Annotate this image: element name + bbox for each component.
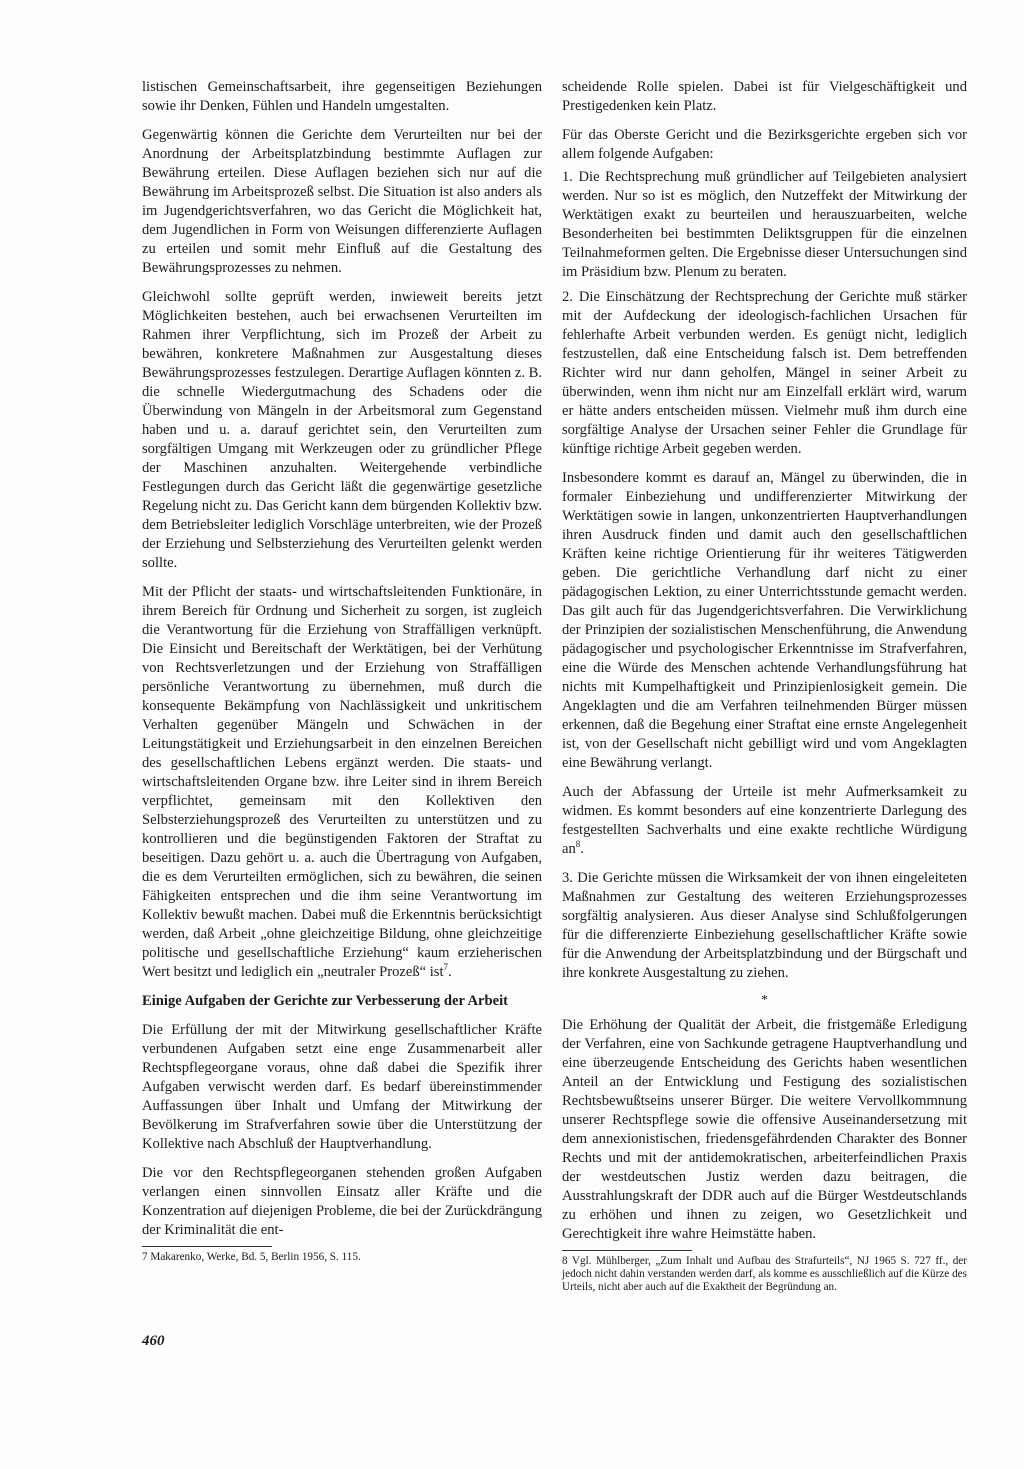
paragraph <box>142 583 542 982</box>
paragraph: Gleichwohl sollte geprüft werden, inwieweit bereits jetzt Möglichkeiten bestehen, auch bei erwachsenen Verurteilten im Rahmen ihrer Verpflichtung, sich im Prozeß der Arbeit zu bewähren, konkretere Maßnahmen zur Ausgestaltung dieses Bewährungsprozesses festzulegen. Derartige Auflagen könnten z. B. die schnelle Wiedergutmachung des Schadens oder die Überwindung von Mängeln in der Arbeitsmoral zum Gegenstand haben und u. a. darauf gerichtet sein, den Verurteilten zum sorgfältigen Umgang mit Werkzeugen oder zu gründlicher Pflege der Maschinen anzuhalten. Weitergehende verbindliche Festlegungen durch das Gericht läßt die gegenwärtige gesetzliche Regelung nicht zu. Das Gericht kann dem bürgenden Kollektiv bzw. dem Betriebsleiter lediglich Vorschläge unterbreiten, wie der Prozeß der Erziehung und Selbsterziehung des Verurteilten gelenkt werden sollte. <box>142 289 542 571</box>
paragraph: listischen Gemeinschaftsarbeit, ihre gegenseitigen Beziehungen sowie ihr Denken, Fühlen und Handeln umgestalten. <box>142 79 542 114</box>
paragraph-end: . <box>448 964 452 980</box>
numbered-item-1: 1. Die Rechtsprechung muß gründlicher auf Teilgebieten analysiert werden. Nur so ist es möglich, den Nutzeffekt der Mitwirkung der Werktätigen exakt zu beurteilen und herauszuarbeiten, welche Besonderheiten bei bestimmten Deliktsgruppen für die einzelnen Teilnahmeformen gelten. Die Ergebnisse dieser Untersuchungen sind im Präsidium bzw. Plenum zu beraten. <box>562 169 967 280</box>
paragraph-text: Auch der Abfassung der Urteile ist mehr Aufmerksamkeit zu widmen. Es kommt besonders auf eine konzentrierte Darlegung des festgestellten Sachverhalts und eine exakte rechtliche Würdigung an <box>562 784 967 857</box>
section-separator-star: * <box>761 993 768 1008</box>
paragraph: Gegenwärtig können die Gerichte dem Verurteilten nur bei der Anordnung der Arbeitsplatzbindung bestimmte Auflagen zur Bewährung erteilen. Diese Auflagen beziehen sich nur auf die Bewährung im Arbeitsprozeß selbst. Die Situation ist also anders als im Jugendgerichtsverfahren, wo das Gericht die Möglichkeit hat, dem Jugendlichen in Form von Weisungen differenzierte Auflagen zu erteilen und somit mehr Einfluß auf die Gestaltung des Bewährungsprozesses zu nehmen. <box>142 127 542 276</box>
paragraph: Die Erfüllung der mit der Mitwirkung gesellschaftlicher Kräfte verbundenen Aufgaben setzt eine enge Zusammenarbeit aller Rechtspflegeorgane voraus, ohne daß dabei die Spezifik ihrer Aufgaben verwischt werden darf. Es bedarf übereinstimmender Auffassungen über Inhalt und Umfang der Mitwirkung der Bevölkerung im Strafverfahren sowie über die Unterstützung der Kollektive nach Abschluß der Hauptverhandlung. <box>142 1022 542 1152</box>
numbered-item-2: 2. Die Einschätzung der Rechtsprechung der Gerichte muß stärker mit der Aufdeckung der ideologisch-fachlichen Ursachen für fehlerhafte Arbeit verbunden werden. Es genügt nicht, lediglich festzustellen, daß eine Entscheidung falsch ist. Dem betreffenden Richter wird nur dann geholfen, Mängel in seiner Arbeit zu überwinden, wenn ihm nicht nur am Einzelfall erklärt wird, warum er hätte anders entscheiden müssen. Vielmehr muß ihm durch eine sorgfältige Analyse der Ursachen seiner Fehler die Grundlage für künftige richtige Arbeit gegeben werden. <box>562 289 967 457</box>
paragraph: scheidende Rolle spielen. Dabei ist für Vielgeschäftigkeit und Prestigedenken kein Platz. <box>562 79 967 114</box>
paragraph: Für das Oberste Gericht und die Bezirksgerichte ergeben sich vor allem folgende Aufgaben: <box>562 127 967 162</box>
footnote-8: 8 Vgl. Mühlberger, „Zum Inhalt und Aufbau des Strafurteils“, NJ 1965 S. 727 ff., der jedoch nicht dahin verstanden werden darf, als komme es ausschließlich auf die Kürze des Urteils, nicht aber auch auf die Exaktheit der Begründung an. <box>562 1255 967 1293</box>
section-heading: Einige Aufgaben der Gerichte zur Verbesserung der Arbeit <box>142 993 509 1009</box>
right-column <box>562 78 967 1294</box>
footnote-ref[interactable]: 7 <box>443 962 449 973</box>
numbered-item-3: 3. Die Gerichte müssen die Wirksamkeit der von ihnen eingeleiteten Maßnahmen zur Gestaltung des weiteren Erziehungsprozesses sorgfältig analysieren. Aus dieser Analyse sind Schlußfolgerungen für die differenzierte Einbeziehung gesellschaftlicher Kräfte sowie für die Anwendung der Arbeitsplatzbindung und der Bürgschaft und ihre konkrete Ausgestaltung zu ziehen. <box>562 870 967 981</box>
page-number: 460 <box>142 1333 165 1349</box>
footnote-7: 7 Makarenko, Werke, Bd. 5, Berlin 1956, S. 115. <box>142 1251 361 1263</box>
paragraph: Die vor den Rechtspflegeorganen stehenden großen Aufgaben verlangen einen sinnvollen Einsatz aller Kräfte und die Konzentration auf diejenigen Probleme, die bei der Zurückdrängung der Kriminalität die ent- <box>142 1165 542 1238</box>
paragraph: Die Erhöhung der Qualität der Arbeit, die fristgemäße Erledigung der Verfahren, eine von Sachkunde getragene Hauptverhandlung und eine überzeugende Entscheidung des Gerichts haben wesentlichen Anteil an der Entwicklung und Festigung des sozialistischen Rechtsbewußtseins unserer Bürger. Die weitere Vervollkommnung unserer Rechtspflege sowie die offensive Auseinandersetzung mit dem annexionistischen, friedensgefährdenden Charakter des Bonner Rechts und mit der antidemokratischen, arbeiterfeindlichen Praxis der westdeutschen Justiz werden dazu beitragen, die Ausstrahlungskraft der DDR auch auf die Bürger Westdeutschlands zu erhöhen und ihnen zu zeigen, wo Gesetzlichkeit und Gerechtigkeit ihre wahre Heimstätte haben. <box>562 1017 967 1242</box>
paragraph-end: . <box>580 841 584 857</box>
footnote-divider <box>562 1250 692 1251</box>
footnote-ref[interactable]: 8 <box>575 839 581 850</box>
footnote-divider <box>142 1246 272 1247</box>
paragraph: Insbesondere kommt es darauf an, Mängel zu überwinden, die in formaler Einbeziehung und undifferenzierter Mitwirkung der Werktätigen sowie in langen, unkonzentrierten Hauptverhandlungen ihren Ausdruck finden und damit auch den gesellschaftlichen Kräften keine richtige Orientierung für ihr weiteres Tätigwerden geben. Die gerichtliche Verhandlung darf nicht zu einer pädagogischen Lektion, zu einer Unterrichtsstunde gemacht werden. Das gilt auch für das Jugendgerichtsverfahren. Die Verwirklichung der Prinzipien der sozialistischen Menschenführung, die Anwendung pädagogischer und psychologischer Erkenntnisse im Strafverfahren, eine die Würde des Menschen achtende Verhandlungsführung hat nichts mit Kumpelhaftigkeit und Prinzipienlosigkeit gemein. Die Angeklagten und die am Verfahren teilnehmenden Bürger müssen erkennen, daß die Begehung einer Straftat eine ernste Angelegenheit ist, von der Gesellschaft nicht gebilligt wird und vom Angeklagten eine Bewährung verlangt. <box>562 470 967 771</box>
paragraph <box>562 783 967 859</box>
paragraph-text: Mit der Pflicht der staats- und wirtschaftsleitenden Funktionäre, in ihrem Bereich für Ordnung und Sicherheit zu sorgen, ist zugleich die Verantwortung für die Erziehung von Straffälligen verknüpft. Die Einsicht und Bereitschaft der Werktätigen, bei der Verhütung von Rechtsverletzungen und der Erziehung von Straffälligen persönliche Verantwortung zu übernehmen, muß durch die konsequente Bekämpfung von Nachlässigkeit und unkritischem Verhalten gegenüber Mängeln und Schwächen in der Leitungstätigkeit und Erziehungsarbeit in den einzelnen Bereichen des gesellschaftlichen Lebens ergänzt werden. Die staats- und wirtschaftsleitenden Organe bzw. ihre Leiter sind in ihrem Bereich verpflichtet, gemeinsam mit den Kollektiven den Selbsterziehungsprozeß des Verurteilten zu unterstützen und zu kontrollieren und die begünstigenden Faktoren der Straftat zu beseitigen. Dazu gehört u. a. auch die Übertragung von Aufgaben, die es dem Verurteilten ermöglichen, sich zu bewähren, die seinen Fähigkeiten entsprechen und die ihm seine Verantwortung im Kollektiv bewußt machen. Dabei muß die Erkenntnis berücksichtigt werden, daß Arbeit „ohne gleichzeitige Bildung, ohne gleichzeitige politische und gesellschaftliche Erziehung“ kaum erzieherischen Wert besitzt und lediglich ein „neutraler Prozeß“ ist <box>142 584 542 980</box>
left-column <box>142 78 542 1264</box>
